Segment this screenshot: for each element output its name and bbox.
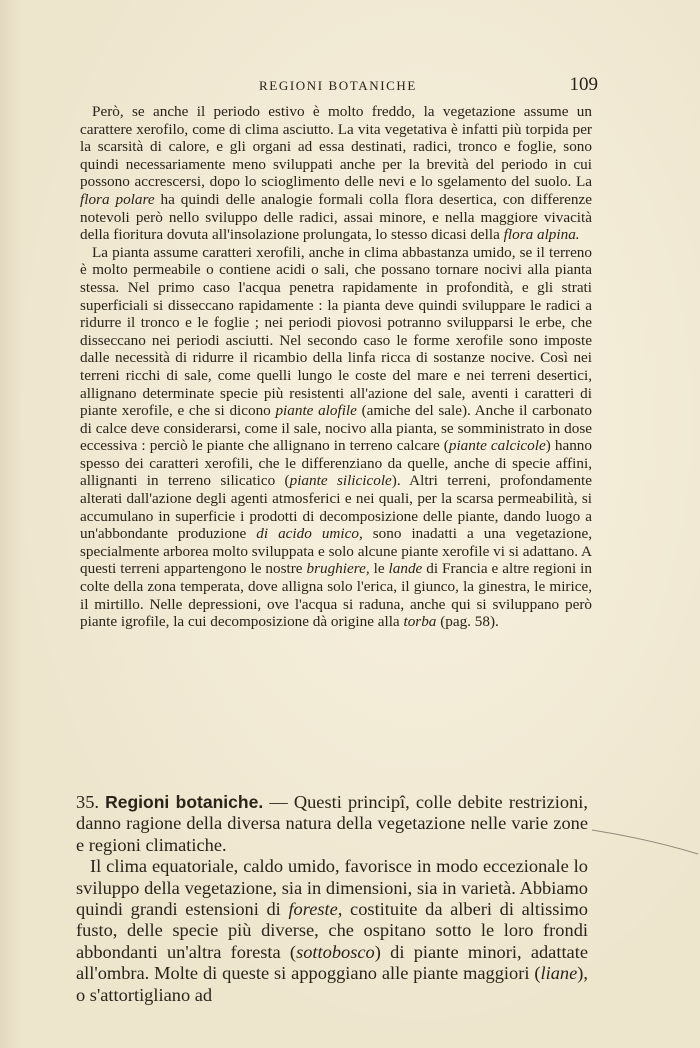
italic-term: flora alpina. xyxy=(503,226,580,244)
margin-pencil-mark xyxy=(590,826,700,856)
text-run: ) di piante minori, adattate all'ombra. Molte di queste si appoggiano alle piante maggiori ( xyxy=(76,941,588,984)
text-run: (pag. 58). xyxy=(436,613,499,631)
section-heading: Regioni botaniche. xyxy=(105,792,264,812)
text-run: ha quindi delle analogie formali colla flora desertica, con differenze notevoli però nello sviluppo delle radici, assai minore, e nella maggiore vivacità della fioritura dovuta all'insolazione prolungata, lo stesso dicasi della xyxy=(80,190,592,244)
italic-term: foreste, xyxy=(288,899,343,920)
italic-term: brughiere, xyxy=(306,560,370,578)
running-title: REGIONI BOTANICHE xyxy=(259,78,417,93)
paragraph-3 xyxy=(76,856,588,1006)
text-run: ), o s'attortigliano ad xyxy=(76,963,588,1005)
text-run: ) hanno spesso dei caratteri xerofili, che le differenziano da quelle, anche di specie affini, allignanti in terreno silicatico ( xyxy=(80,437,592,490)
text-run: Però, se anche il periodo estivo è molto freddo, la vegetazione assume un carattere xerofilo, come di clima asciutto. La vita vegetativa è infatti più torpida per la scarsità di calore, e gli organi ad essa destinati, radici, tronco e foglie, sono quindi necessariamente meno sviluppati anche per la brevità del periodo in cui possono accrescersi, dopo lo scioglimento delle nevi e lo sgelamento del suolo. La xyxy=(80,103,592,191)
section-heading-paragraph xyxy=(76,792,588,856)
body-text xyxy=(80,103,592,631)
italic-term: piante calcicole xyxy=(448,437,546,455)
text-run: di Francia e altre regioni in colte della zona temperata, dove alligna solo l'erica, il giunco, la ginestra, le mirice, il mirtillo. Nelle depressioni, ove l'acqua si raduna, anche qui si sviluppano però piante igrofile, la cui decomposizione dà origine alla xyxy=(80,560,592,631)
italic-term: piante silicicole xyxy=(289,472,392,490)
paragraph-2 xyxy=(80,244,592,631)
italic-term: torba xyxy=(403,613,437,631)
page-number: 109 xyxy=(569,74,598,95)
italic-term: lande xyxy=(388,560,423,578)
italic-term: piante alofile xyxy=(275,402,357,420)
text-run: ). Altri terreni, profondamente alterati dall'azione degli agenti atmosferici e nei quali, per la scarsa permeabilità, si accumulano in superficie i prodotti di decomposizione delle piante, dando luogo a un'abbondante produzione xyxy=(80,472,592,543)
running-head xyxy=(78,74,598,98)
text-run: La pianta assume caratteri xerofili, anche in clima abbastanza umido, se il terreno è molto permeabile o contiene acidi o sali, che possano tornare nocivi alla pianta stessa. Nel primo caso l'acqua penetra rapidamente in profondità, e gli strati superficiali si disseccano rapidamente : la pianta deve quindi sviluppare le radici a ridurre il tronco e le foglie ; nei periodi piovosi potranno svilupparsi le erbe, che disseccano nei periodi asciutti. Nel secondo caso le forme xerofile sono imposte dalle necessità di ridurre il ricambio della linfa ricca di sostanze nocive. Così nei terreni ricchi di sale, come quelli lungo le coste del mare e nei terreni desertici, allignano determinate specie più resistenti all'azione del sale, aventi i caratteri di piante xerofile, e che si dicono xyxy=(80,243,592,420)
section-35 xyxy=(76,792,588,1006)
text-run: le xyxy=(369,560,389,578)
italic-term: di acido umico, xyxy=(256,525,363,543)
text-run: Il clima equatoriale, caldo umido, favorisce in modo eccezionale lo sviluppo della vegetazione, sia in dimensioni, sia in varietà. Abbiamo quindi grandi estensioni di xyxy=(76,856,588,920)
italic-term: flora polare xyxy=(80,190,155,208)
section-number: 35. xyxy=(76,792,99,812)
text-run: costituite da alberi di altissimo fusto, delle specie più diverse, che ospitano sotto le loro frondi abbondanti un'altra foresta ( xyxy=(76,899,588,962)
italic-term: liane xyxy=(540,963,578,984)
text-run: sono inadatti a una vegetazione, specialmente arborea molto sviluppata e solo alcune piante xerofile vi si adattano. A questi terreni appartengono le nostre xyxy=(80,525,592,578)
italic-term: sottobosco xyxy=(296,941,375,962)
text-run: (amiche del sale). Anche il carbonato di calce deve considerarsi, come il sale, nocivo alla pianta, se somministrato in dose eccessiva : perciò le piante che allignano in terreno calcare ( xyxy=(80,402,592,455)
paragraph-1 xyxy=(80,103,592,244)
text-run: — Questi principî, colle debite restrizioni, danno ragione della diversa natura della vegetazione nelle varie zone e regioni climatiche. xyxy=(76,792,588,855)
